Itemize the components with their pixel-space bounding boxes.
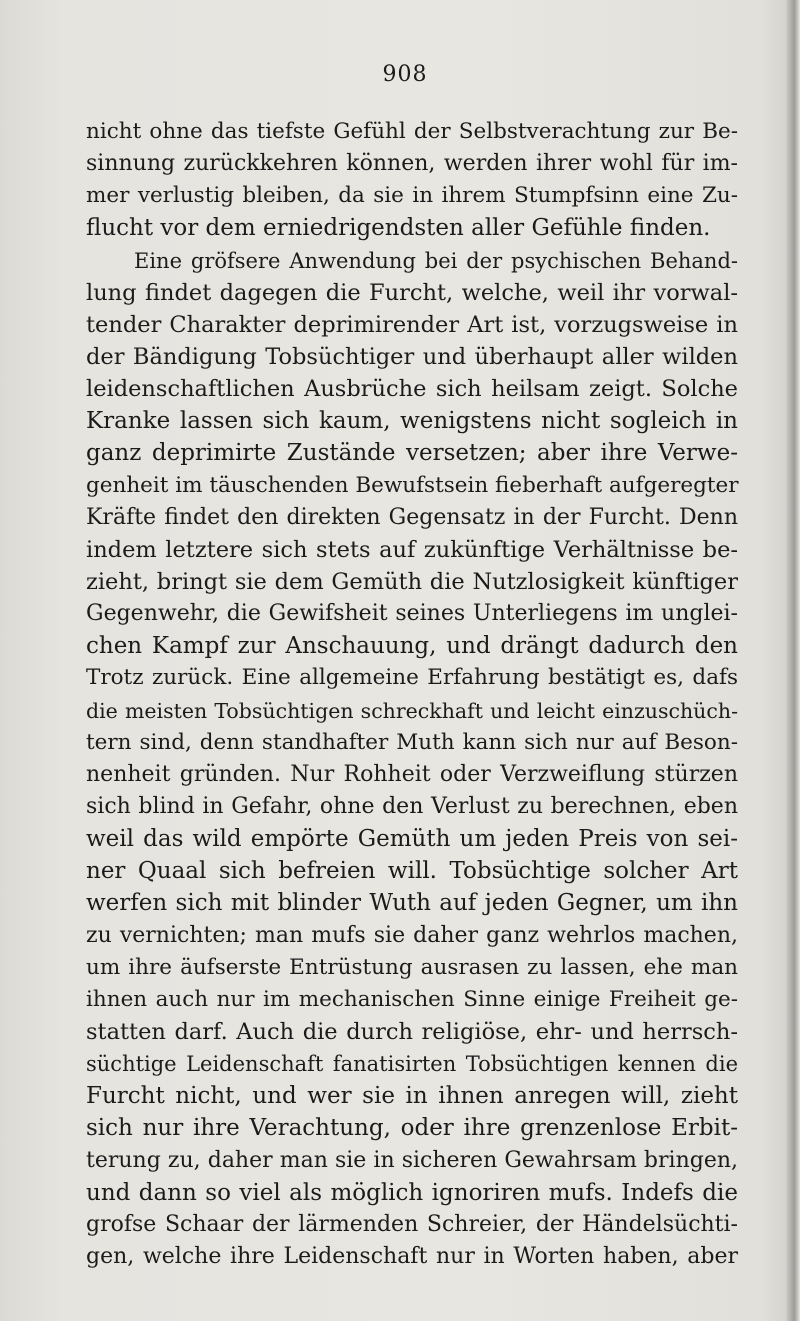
- text-line: zu vernichten; man mufs sie daher ganz wehrlos machen,: [86, 922, 738, 948]
- text-line: sinnung zurückkehren können, werden ihrer wohl für im-: [86, 151, 738, 177]
- text-line: Furcht nicht, und wer sie in ihnen anregen will, zieht: [86, 1083, 738, 1110]
- text-line: sich nur ihre Verachtung, oder ihre grenzenlose Erbit-: [86, 1115, 738, 1142]
- text-line: tern sind, denn standhafter Muth kann sich nur auf Beson-: [86, 729, 738, 755]
- text-line: tender Charakter deprimirender Art ist, vorzugsweise in: [86, 311, 738, 338]
- text-line: ganz deprimirte Zustände versetzen; aber ihre Verwe-: [86, 440, 738, 467]
- text-line: der Bändigung Tobsüchtiger und überhaupt aller wilden: [86, 343, 738, 370]
- text-line: genheit im täuschenden Bewufstsein fieberhaft aufgeregter: [86, 472, 739, 498]
- text-line: zieht, bringt sie dem Gemüth die Nutzlosigkeit künftiger: [86, 568, 738, 595]
- text-line: Gegenwehr, die Gewifsheit seines Unterliegens im unglei-: [86, 601, 738, 627]
- text-line: gen, welche ihre Leidenschaft nur in Worten haben, aber: [86, 1243, 738, 1269]
- text-line: sich blind in Gefahr, ohne den Verlust zu berechnen, eben: [86, 793, 738, 819]
- text-line: leidenschaftlichen Ausbrüche sich heilsam zeigt. Solche: [86, 376, 738, 403]
- text-line: ner Quaal sich befreien will. Tobsüchtige solcher Art: [86, 858, 738, 885]
- page-edge-shadow: [786, 0, 800, 1321]
- text-line: werfen sich mit blinder Wuth auf jeden Gegner, um ihn: [86, 890, 738, 917]
- text-line: weil das wild empörte Gemüth um jeden Preis von sei-: [86, 826, 738, 853]
- text-line: lung findet dagegen die Furcht, welche, weil ihr vorwal-: [86, 279, 738, 306]
- text-line: ihnen auch nur im mechanischen Sinne einige Freiheit ge-: [86, 986, 738, 1012]
- text-line: Kräfte findet den direkten Gegensatz in der Furcht. Denn: [86, 504, 738, 530]
- text-line: flucht vor dem erniedrigendsten aller Gefühle finden.: [86, 215, 711, 242]
- text-line: Trotz zurück. Eine allgemeine Erfahrung bestätigt es, dafs: [86, 665, 738, 691]
- text-line: die meisten Tobsüchtigen schreckhaft und leicht einzuschüch-: [86, 698, 738, 723]
- text-line: terung zu, daher man sie in sicheren Gewahrsam bringen,: [86, 1147, 738, 1173]
- body-text: [86, 116, 738, 1273]
- text-line: chen Kampf zur Anschauung, und drängt dadurch den: [86, 633, 738, 660]
- text-line: Eine gröfsere Anwendung bei der psychischen Behand-: [134, 248, 738, 273]
- text-line: grofse Schaar der lärmenden Schreier, der Händelsüchti-: [86, 1211, 738, 1237]
- text-line: nicht ohne das tiefste Gefühl der Selbstverachtung zur Be-: [86, 119, 738, 144]
- text-line: mer verlustig bleiben, da sie in ihrem Stumpfsinn eine Zu-: [86, 183, 738, 209]
- text-line: indem letztere sich stets auf zukünftige Verhältnisse be-: [86, 536, 738, 563]
- text-line: Kranke lassen sich kaum, wenigstens nicht sogleich in: [86, 408, 738, 435]
- text-line: nenheit gründen. Nur Rohheit oder Verzweiflung stürzen: [86, 761, 738, 787]
- page-number: 908: [382, 62, 428, 87]
- text-line: um ihre äufserste Entrüstung ausrasen zu lassen, ehe man: [86, 954, 738, 980]
- text-line: und dann so viel als möglich ignoriren mufs. Indefs die: [86, 1179, 738, 1206]
- text-line: süchtige Leidenschaft fanatisirten Tobsüchtigen kennen die: [86, 1052, 738, 1077]
- text-line: statten darf. Auch die durch religiöse, ehr- und herrsch-: [86, 1018, 738, 1045]
